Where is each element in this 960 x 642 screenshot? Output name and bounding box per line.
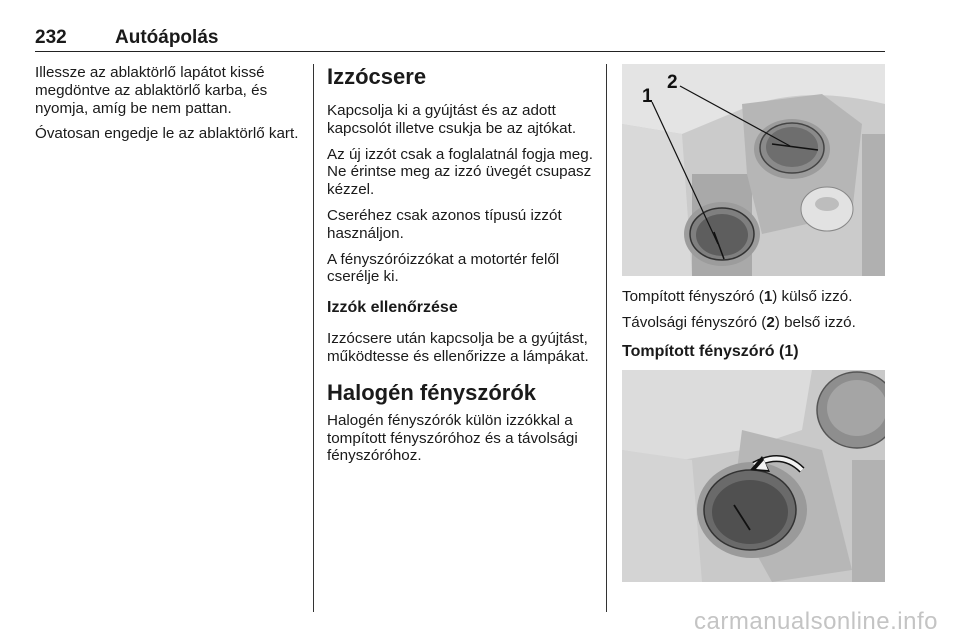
- column-2: [327, 64, 597, 473]
- paragraph: A fényszóróizzókat a motortér felől cserélje ki.: [327, 250, 560, 286]
- column-1: [35, 64, 300, 151]
- subsection-heading: Tompított fényszóró (1): [622, 342, 799, 360]
- callout-1: 1: [642, 86, 653, 107]
- subsection-heading: Izzók ellenőrzése: [327, 299, 458, 317]
- section-heading: Izzócsere: [327, 64, 427, 89]
- column-3: [622, 64, 890, 582]
- column-divider: [606, 64, 607, 612]
- watermark: carmanualsonline.info: [694, 608, 938, 635]
- chapter-title: Autóápolás: [115, 27, 219, 48]
- paragraph: Kapcsolja ki a gyújtást és az adott kapcsolót illetve csukja be az ajtókat.: [327, 102, 577, 137]
- paragraph: Óvatosan engedje le az ablaktörlő kart.: [35, 125, 299, 143]
- paragraph: Illessze az ablaktörlő lapátot kissé megdöntve az ablaktörlő karba, és nyomja, amíg be nem pattan.: [35, 64, 268, 117]
- section-heading: Halogén fényszórók: [327, 379, 537, 405]
- caption-2: Távolsági fényszóró (2) belső izzó.: [622, 313, 856, 331]
- column-divider: [313, 64, 314, 612]
- paragraph: Halogén fényszórók külön izzókkal a tompított fényszóróhoz és a távolsági fényszóróhoz.: [327, 411, 578, 465]
- paragraph: Izzócsere után kapcsolja be a gyújtást, működtesse és ellenőrizze a lámpákat.: [327, 330, 589, 365]
- page-header: [35, 27, 885, 52]
- paragraph: Cseréhez csak azonos típusú izzót használjon.: [327, 206, 562, 242]
- page-number: 232: [35, 27, 67, 48]
- callout-2: 2: [667, 72, 678, 93]
- paragraph: Az új izzót csak a foglalatnál fogja meg. Ne érintse meg az izzó üvegét csupasz kézzel.: [327, 145, 593, 199]
- headlight-photo-2: [622, 370, 885, 582]
- caption-1: Tompított fényszóró (1) külső izzó.: [622, 288, 853, 305]
- headlight-photo-1: [622, 64, 885, 276]
